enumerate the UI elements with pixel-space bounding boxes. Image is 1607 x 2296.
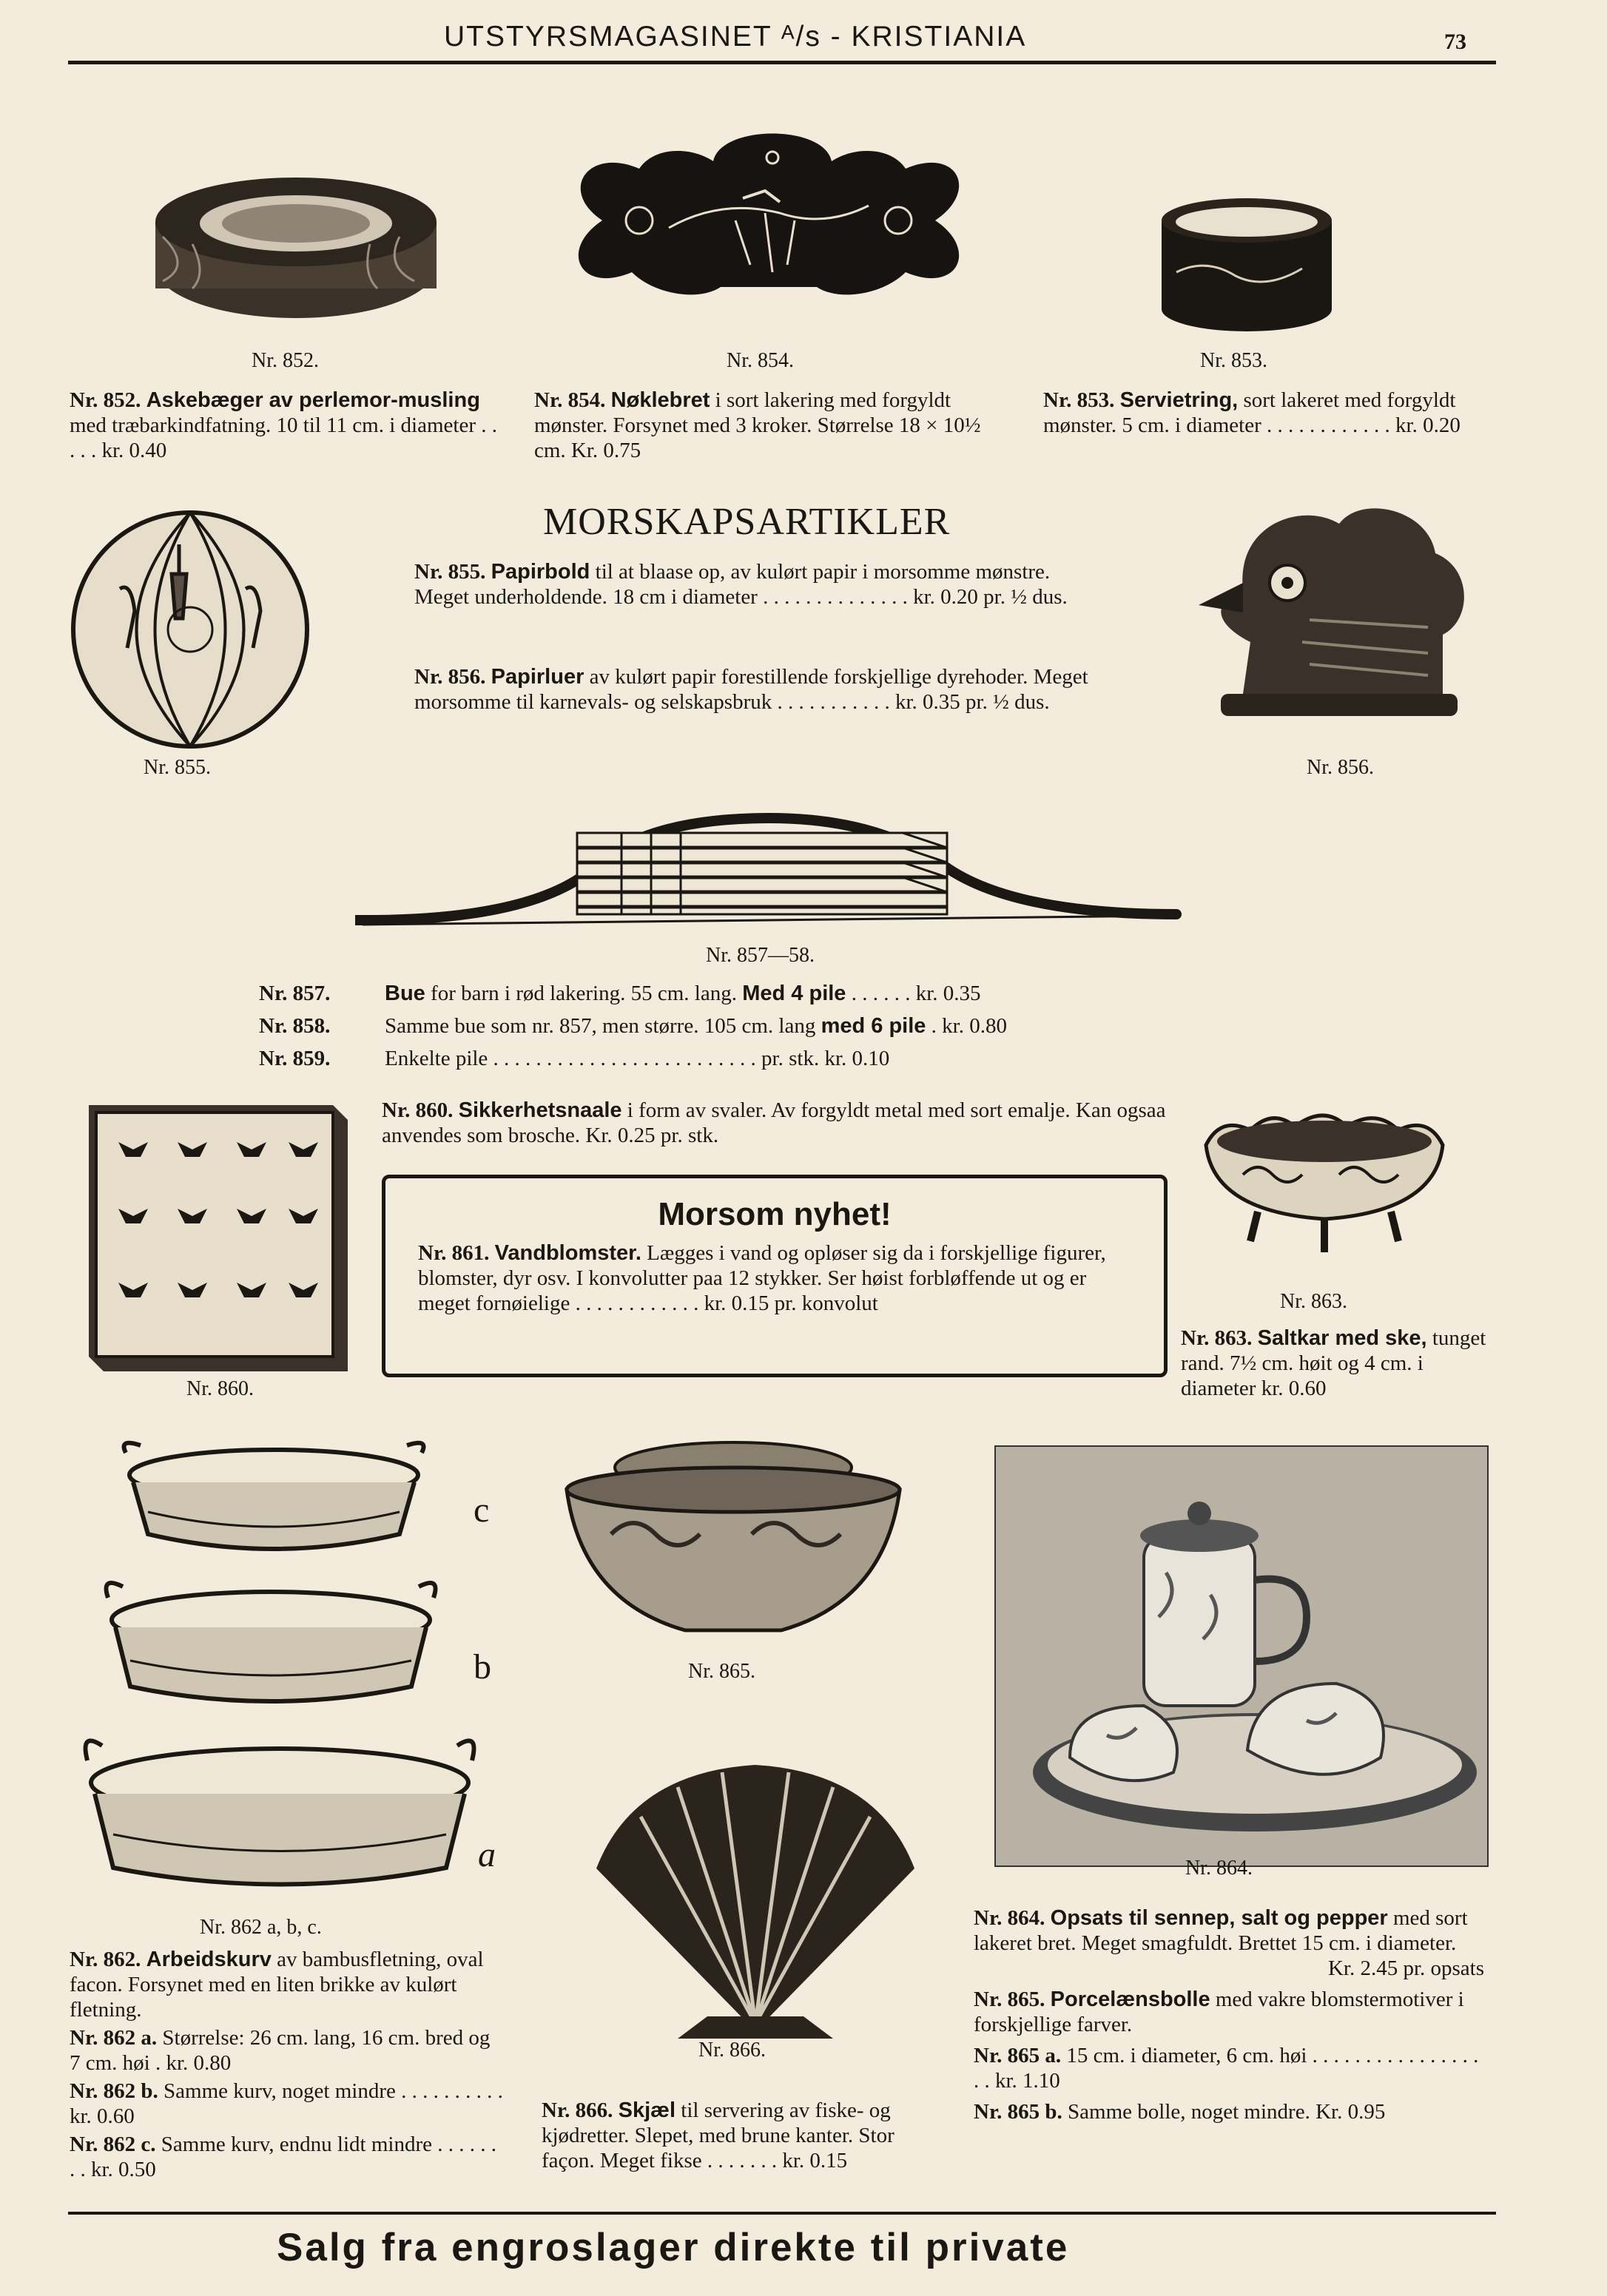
item-858-emphasis: med 6 pile	[821, 1014, 926, 1038]
item-862b-number: Nr. 862 b.	[70, 2079, 158, 2103]
item-866-text: til servering av fiske- og kjødretter. Slepet, med brune kanter. Stor façon. Meget fikse . . . . . . . kr. 0.15	[542, 2099, 895, 2172]
item-864-price: Kr. 2.45 pr. opsats	[1327, 1956, 1484, 1980]
item-864-text: med sort lakeret bret. Meget smagfuldt. Brettet 15 cm. i diameter.	[974, 1906, 1468, 1955]
item-857-line	[259, 981, 1354, 1006]
item-859-line	[259, 1046, 1354, 1071]
item-862a	[70, 2025, 506, 2076]
basket-b-illustration	[101, 1576, 441, 1709]
item-859-number: Nr. 859.	[259, 1047, 331, 1070]
rooster-mask-illustration	[1191, 494, 1480, 738]
page-header-title: UTSTYRSMAGASINET ᴬ/s - KRISTIANIA	[444, 21, 1027, 53]
basket-c-illustration	[118, 1438, 429, 1556]
page-number: 73	[1444, 30, 1466, 54]
item-865-text: med vakre blomstermotiver i forskjellige farver.	[974, 1988, 1464, 2036]
item-853-name: Servietring,	[1119, 388, 1239, 412]
item-866-number: Nr. 866.	[542, 2099, 613, 2122]
item-862b	[70, 2079, 506, 2129]
item-863-text: tunget rand. 7½ cm. høit og 4 cm. i diameter kr. 0.60	[1181, 1326, 1486, 1400]
napkin-ring-illustration	[1154, 191, 1339, 339]
item-856-text: av kulørt papir forestillende forskjellige dyrehoder. Meget morsomme til karnevals- og selskapsbruk . . . . . . . . . . . kr. 0.35 pr. ½ dus.	[414, 665, 1088, 714]
basket-label-b: b	[474, 1647, 491, 1686]
ashtray-illustration	[148, 178, 444, 340]
item-862-text: av bambusfletning, oval facon. Forsynet med en liten brikke av kulørt fletning.	[70, 1948, 484, 2022]
item-857-number: Nr. 857.	[259, 982, 331, 1005]
item-854-caption: Nr. 854.	[727, 349, 794, 372]
item-865a-text: 15 cm. i diameter, 6 cm. høi . . . . . . . . . . . . . . . . . . kr. 1.10	[974, 2044, 1479, 2093]
item-863-name: Saltkar med ske,	[1257, 1326, 1427, 1350]
item-865-main	[974, 1987, 1484, 2037]
item-859-text: Enkelte pile . . . . . . . . . . . . . . . . . . . . . . . . . pr. stk. kr. 0.10	[385, 1047, 890, 1070]
item-862c-number: Nr. 862 c.	[70, 2133, 156, 2156]
item-858-price: . kr. 0.80	[931, 1014, 1007, 1038]
basket-a-illustration	[80, 1731, 479, 1894]
item-866-caption: Nr. 866.	[698, 2039, 766, 2062]
item-860-name: Sikkerhetsnaale	[458, 1098, 622, 1122]
item-865a-number: Nr. 865 a.	[974, 2044, 1062, 2067]
item-857-emphasis: Med 4 pile	[742, 982, 846, 1005]
item-861-name: Vandblomster.	[494, 1241, 641, 1265]
item-856-name: Papirluer	[491, 665, 584, 689]
item-860-caption: Nr. 860.	[186, 1377, 254, 1400]
paper-ball-illustration	[68, 507, 312, 752]
item-853-caption: Nr. 853.	[1200, 349, 1267, 372]
key-board-illustration	[558, 117, 980, 339]
item-861-description	[418, 1240, 1136, 1316]
basket-label-c: c	[474, 1490, 490, 1530]
item-864-name: Opsats til sennep, salt og pepper	[1050, 1906, 1388, 1930]
item-862-main	[70, 1947, 506, 2022]
item-852-caption: Nr. 852.	[252, 349, 319, 372]
item-865-name: Porcelænsbolle	[1050, 1988, 1210, 2011]
novelty-box-title: Morsom nyhet!	[658, 1196, 892, 1232]
footer-slogan: Salg fra engroslager direkte til private	[277, 2226, 1070, 2269]
item-866-name: Skjæl	[618, 2099, 676, 2122]
item-856-description	[414, 664, 1102, 715]
item-862-description	[70, 1947, 506, 2182]
item-862a-number: Nr. 862 a.	[70, 2026, 158, 2050]
item-856-number: Nr. 856.	[414, 665, 486, 689]
item-853-description	[1043, 388, 1487, 438]
item-856-caption: Nr. 856.	[1307, 756, 1374, 779]
item-864-865-description	[974, 1905, 1484, 2124]
item-854-number: Nr. 854.	[534, 388, 606, 412]
shell-dish-illustration	[589, 1758, 922, 2039]
section-heading: MORSKAPSARTIKLER	[543, 501, 951, 543]
item-864-caption: Nr. 864.	[1185, 1857, 1253, 1880]
item-862a-text: Størrelse: 26 cm. lang, 16 cm. bred og 7 cm. høi . kr. 0.80	[70, 2026, 491, 2075]
item-864-number: Nr. 864.	[974, 1906, 1045, 1930]
item-855-caption: Nr. 855.	[144, 756, 211, 779]
item-855-number: Nr. 855.	[414, 560, 486, 584]
item-864-main	[974, 1905, 1484, 1981]
item-863-description	[1181, 1326, 1487, 1401]
item-853-number: Nr. 853.	[1043, 388, 1115, 412]
basket-label-a: a	[478, 1835, 496, 1874]
item-865b-text: Samme bolle, noget mindre. Kr. 0.95	[1068, 2100, 1386, 2124]
item-861-number: Nr. 861.	[418, 1241, 490, 1265]
item-862c	[70, 2132, 506, 2182]
item-862-name: Arbeidskurv	[146, 1948, 272, 1971]
item-855-description	[414, 559, 1102, 610]
item-865-number: Nr. 865.	[974, 1988, 1045, 2011]
mustard-set-photo	[994, 1445, 1489, 1867]
footer-rule	[68, 2212, 1496, 2215]
item-862-number: Nr. 862.	[70, 1948, 141, 1971]
item-854-text: i sort lakering med forgyldt mønster. Forsynet med 3 kroker. Størrelse 18 × 10½ cm. Kr. 0.75	[534, 388, 981, 462]
item-852-description	[70, 388, 506, 463]
item-865b	[974, 2099, 1484, 2124]
item-860-text: i form av svaler. Av forgyldt metal med sort emalje. Kan ogsaa anvendes som brosche. Kr. 0.25 pr. stk.	[382, 1098, 1166, 1147]
mustard-set-illustration	[996, 1447, 1487, 1866]
item-852-number: Nr. 852.	[70, 388, 141, 412]
item-861-text: Lægges i vand og opløser sig da i forskjellige figurer, blomster, dyr osv. I konvolutter paa 12 stykker. Ser høist forbløffende ut og er meget fornøielige . . . . . . . . . . . . kr. 0.15 pr. konvolut	[418, 1241, 1106, 1315]
swallow-pins-card-illustration	[89, 1105, 348, 1371]
item-854-name: Nøklebret	[610, 388, 710, 412]
header-rule	[68, 61, 1496, 64]
item-855-text: til at blaase op, av kulørt papir i morsomme mønstre. Meget underholdende. 18 cm i diameter . . . . . . . . . . . . . . kr. 0.20 pr. ½ dus.	[414, 560, 1068, 609]
item-858-text: Samme bue som nr. 857, men større. 105 cm. lang	[385, 1014, 816, 1038]
item-863-number: Nr. 863.	[1181, 1326, 1253, 1350]
item-866-description	[542, 2098, 941, 2173]
item-860-number: Nr. 860.	[382, 1098, 454, 1122]
item-858-number: Nr. 858.	[259, 1014, 331, 1038]
item-862c-text: Samme kurv, endnu lidt mindre . . . . . . . . kr. 0.50	[70, 2133, 496, 2181]
salt-cellar-illustration	[1199, 1101, 1450, 1263]
item-860-description	[382, 1098, 1173, 1148]
item-852-name: Askebæger av perlemor-musling	[146, 388, 480, 412]
item-853-text: sort lakeret med forgyldt mønster. 5 cm. i diameter . . . . . . . . . . . . kr. 0.20	[1043, 388, 1461, 437]
item-863-caption: Nr. 863.	[1280, 1290, 1347, 1313]
porcelain-bowl-illustration	[559, 1438, 907, 1660]
item-858-line	[259, 1013, 1354, 1039]
novelty-box	[382, 1175, 1168, 1377]
item-852-text: med træbarkindfatning. 10 til 11 cm. i diameter . . . . . kr. 0.40	[70, 413, 497, 462]
item-857-58-caption: Nr. 857—58.	[706, 944, 815, 967]
item-855-name: Papirbold	[491, 560, 590, 584]
item-865-caption: Nr. 865.	[688, 1660, 755, 1683]
item-857-price: . . . . . . kr. 0.35	[851, 982, 981, 1005]
item-857-text: for barn i rød lakering. 55 cm. lang.	[431, 982, 737, 1005]
item-865b-number: Nr. 865 b.	[974, 2100, 1062, 2124]
item-862-caption: Nr. 862 a, b, c.	[200, 1916, 322, 1939]
item-854-description	[534, 388, 1008, 463]
item-857-name: Bue	[385, 982, 425, 1005]
item-862b-text: Samme kurv, noget mindre . . . . . . . . . . kr. 0.60	[70, 2079, 503, 2128]
bow-and-arrows-illustration	[355, 803, 1184, 944]
item-865a	[974, 2043, 1484, 2093]
